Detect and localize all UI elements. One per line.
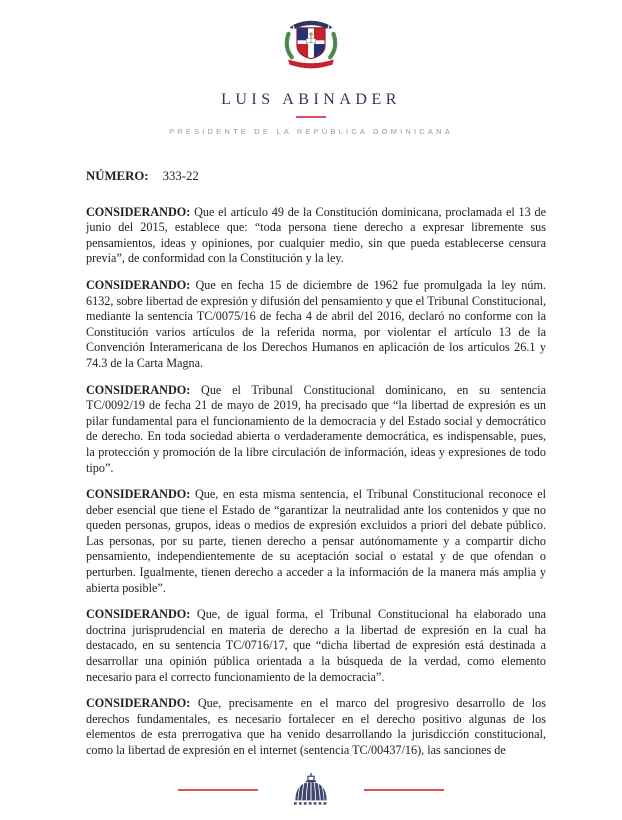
paragraph-label: CONSIDERANDO: xyxy=(86,382,191,397)
paragraph-text: Que el artículo 49 de la Constitución dominicana, proclamada el 13 de junio del 2015, establece que: “toda persona tiene derecho a expresar libremente sus pensamientos, ideas y opiniones, por cualquier medio, sin que pueda establecerse censura previa”, de conformidad con la Constitución y la ley. xyxy=(86,204,546,266)
president-name: LUIS ABINADER xyxy=(221,91,401,108)
document-body xyxy=(0,136,622,759)
considerando-paragraph xyxy=(86,487,546,596)
paragraph-text: Que, de igual forma, el Tribunal Constitucional ha elaborado una doctrina jurisprudencial en materia de derecho a la libertad de expresión en la cual ha destacado, en su sentencia TC/0716/17, que “dicha libertad de expresión está destinada a desarrollar una opinión pública orientada a la búsqueda de la verdad, como elemento necesario para el correcto funcionamiento de la democracia”. xyxy=(86,607,546,684)
paragraph-text: Que, precisamente en el marco del progresivo desarrollo de los derechos fundamentales, es necesario fortalecer en el derecho positivo algunas de los elementos de esta prerrogativa que ha venido desarrollando la jurisdicción constitucional, como la libertad de expresión en el internet (sentencia TC/00437/16), las sanciones de xyxy=(86,696,546,757)
red-divider xyxy=(296,116,326,118)
considerando-paragraph xyxy=(86,696,546,758)
page-footer xyxy=(0,772,622,808)
paragraph-label: CONSIDERANDO: xyxy=(86,204,191,219)
capitol-dome-icon xyxy=(288,772,334,808)
document-number-label: NÚMERO: xyxy=(86,169,149,183)
dominican-republic-coat-of-arms-icon xyxy=(274,13,348,75)
document-number-line xyxy=(86,169,546,185)
considerando-paragraph xyxy=(86,383,546,477)
footer-right-rule xyxy=(364,789,444,791)
president-title: PRESIDENTE DE LA REPÚBLICA DOMINICANA xyxy=(169,127,453,136)
paragraph-text: Que, en esta misma sentencia, el Tribunal Constitucional reconoce el deber esencial que tiene el Estado de “garantizar la neutralidad ante los contenidos y que no queden personas, grupos, ideas o medios de expresión excluidos a priori del debate público. Las personas, por su parte, tienen derecho a pensar autónomamente y a compartir dicho pensamiento, independientemente de su aceptación social o estatal y de que ofendan o perturben. Igualmente, tienen derecho a acceder a la información de la manera más amplia y abierta posible”. xyxy=(86,487,547,595)
paragraph-label: CONSIDERANDO: xyxy=(86,487,191,502)
letterhead xyxy=(0,0,622,136)
considerando-paragraph xyxy=(86,205,546,267)
considerando-paragraph xyxy=(86,278,546,372)
paragraph-text: Que el Tribunal Constitucional dominicano, en su sentencia TC/0092/19 de fecha 21 de mayo de 2019, ha precisado que “la libertad de expresión es un pilar fundamental para el funcionamiento de la democracia y del Estado social y democrático de derecho. En toda sociedad abierta o verdaderamente democrática, es indispensable, pues, la protección y promoción de la libre circulación de información, ideas y expresiones de todo tipo”. xyxy=(86,382,546,475)
paragraph-label: CONSIDERANDO: xyxy=(86,607,191,622)
footer-left-rule xyxy=(178,789,258,791)
document-number-value: 333-22 xyxy=(162,169,199,183)
paragraph-text: Que en fecha 15 de diciembre de 1962 fue promulgada la ley núm. 6132, sobre libertad de expresión y difusión del pensamiento y que el Tribunal Constitucional, mediante la sentencia TC/0075/16 de fecha 4 de abril del 2016, declaró no conforme con la Constitución varios artículos de la referida norma, por violentar el artículo 13 de la Convención Interamericana de los Derechos Humanos en aplicación de los artículos 26.1 y 74.3 de la Carta Magna. xyxy=(86,277,547,370)
considerando-paragraph xyxy=(86,607,546,685)
paragraph-label: CONSIDERANDO: xyxy=(86,277,191,292)
paragraph-label: CONSIDERANDO: xyxy=(86,696,191,711)
